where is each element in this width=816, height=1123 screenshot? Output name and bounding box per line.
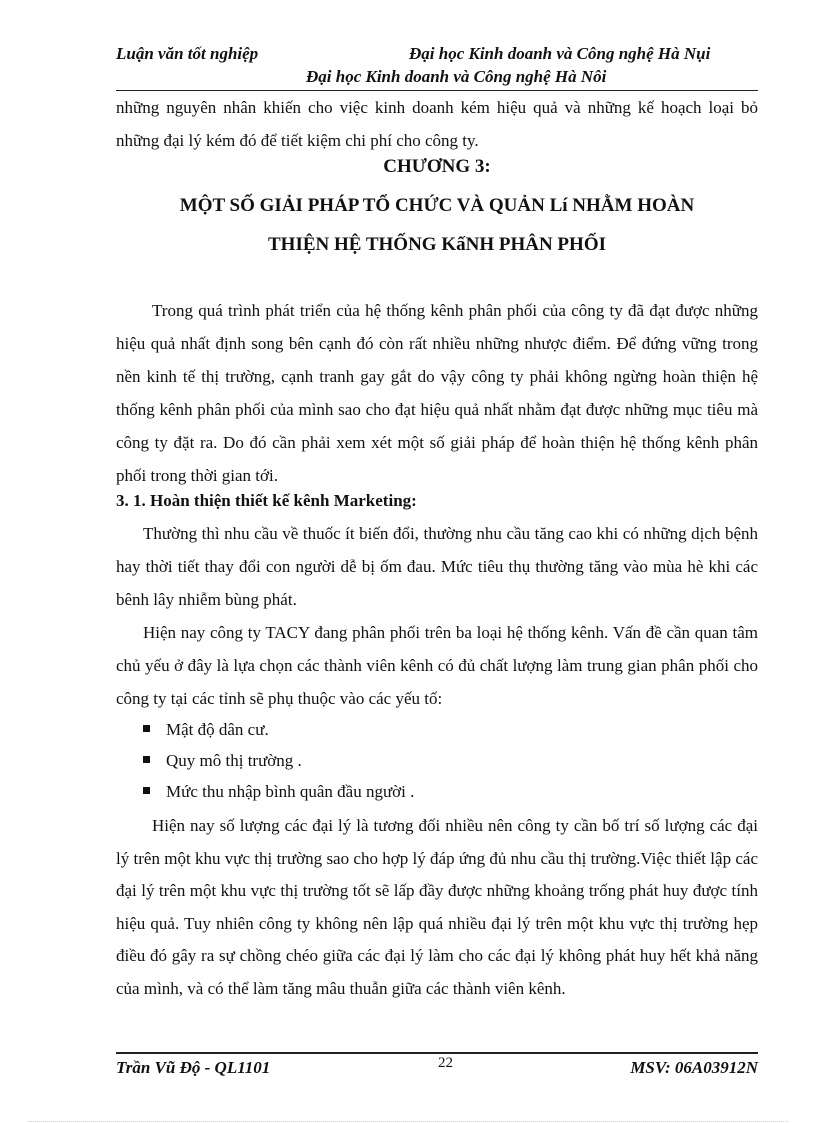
square-bullet-icon <box>143 725 150 732</box>
footer-student-id: MSV: 06A03912N <box>630 1058 758 1077</box>
continued-paragraph: những nguyên nhân khiến cho việc kinh doanh kém hiệu quả và những kế hoạch loại bỏ những đại lý kém đó để tiết kiệm chi phí cho công ty. <box>116 98 758 150</box>
factor-list <box>116 714 758 807</box>
square-bullet-icon <box>143 756 150 763</box>
list-item: Mức thu nhập bình quân đầu người . <box>116 776 758 807</box>
header-thesis-label: Luận văn tốt nghiệp <box>116 44 259 63</box>
header-university-line2: Đại học Kinh doanh và Công nghệ Hà Nôi <box>306 67 607 86</box>
intro-paragraph: Trong quá trình phát triển của hệ thống kênh phân phối của công ty đã đạt được những hiệu quả nhất định song bên cạnh đó còn rất nhiều những nhược điểm. Để đứng vững trong nền kinh tế thị trường, cạnh tranh gay gắt do vậy công ty phải không ngừng hoàn thiện hệ thống kênh phân phối của mình sao cho đạt hiệu quả nhất nhằm đạt được những mục tiêu mà công ty đặt ra. Do đó cần phải xem xét một số giải pháp để hoàn thiện hệ thống kênh phân phối trong thời gian tới. <box>116 301 758 485</box>
section-heading: 3. 1. Hoàn thiện thiết kế kênh Marketing: <box>116 491 417 510</box>
chapter-title-line1: MỘT SỐ GIẢI PHÁP TỔ CHỨC VÀ QUẢN Lí NHẰM HOÀN <box>179 195 695 216</box>
chapter-title-line2: THIỆN HỆ THỐNG KấNH PHÂN PHỐI <box>268 234 606 255</box>
list-item: Quy mô thị trường . <box>116 745 758 776</box>
page-header <box>116 44 758 86</box>
square-bullet-icon <box>143 787 150 794</box>
paragraph-demand: Thường thì nhu cầu về thuốc ít biến đổi, thường nhu cầu tăng cao khi có những dịch bệnh hay thời tiết thay đổi con người dễ bị ốm đau. Mức tiêu thụ thường tăng vào mùa hè khi các bênh lây nhiễm bùng phát. <box>116 524 758 609</box>
footer-divider <box>116 1052 758 1054</box>
list-item: Mật độ dân cư. <box>116 714 758 745</box>
footer-author: Trần Vũ Độ - QL1101 <box>116 1058 271 1077</box>
page-number: 22 <box>438 1055 453 1071</box>
page-edge <box>28 1121 788 1122</box>
paragraph-channels: Hiện nay công ty TACY đang phân phối trên ba loại hệ thống kênh. Vấn đề cần quan tâm chủ yếu ở đây là lựa chọn các thành viên kênh có đủ chất lượng làm trung gian phân phối cho công ty tại các tỉnh sẽ phụ thuộc vào các yếu tố: <box>116 623 758 708</box>
paragraph-agents: Hiện nay số lượng các đại lý là tương đối nhiều nên công ty cần bố trí số lượng các đại lý trên một khu vực thị trường sao cho hợp lý đáp ứng đủ nhu cầu thị trường.Việc thiết lập các đại lý trên một khu vực thị trường tốt sẽ lấp đầy được những khoảng trống phát huy được tính hiệu quả. Tuy nhiên công ty không nên lập quá nhiều đại lý trên một khu vực thị trường hẹp điều đó gây ra sự chồng chéo giữa các đại lý làm cho các đại lý không phát huy hết khả năng của mình, và có thể làm tăng mâu thuẫn giữa các thành viên kênh. <box>116 816 758 998</box>
chapter-number: CHƯƠNG 3: <box>383 156 491 177</box>
page-footer <box>116 1056 758 1080</box>
header-university-line1: Đại học Kinh doanh và Công nghệ Hà Nụi <box>409 44 711 63</box>
